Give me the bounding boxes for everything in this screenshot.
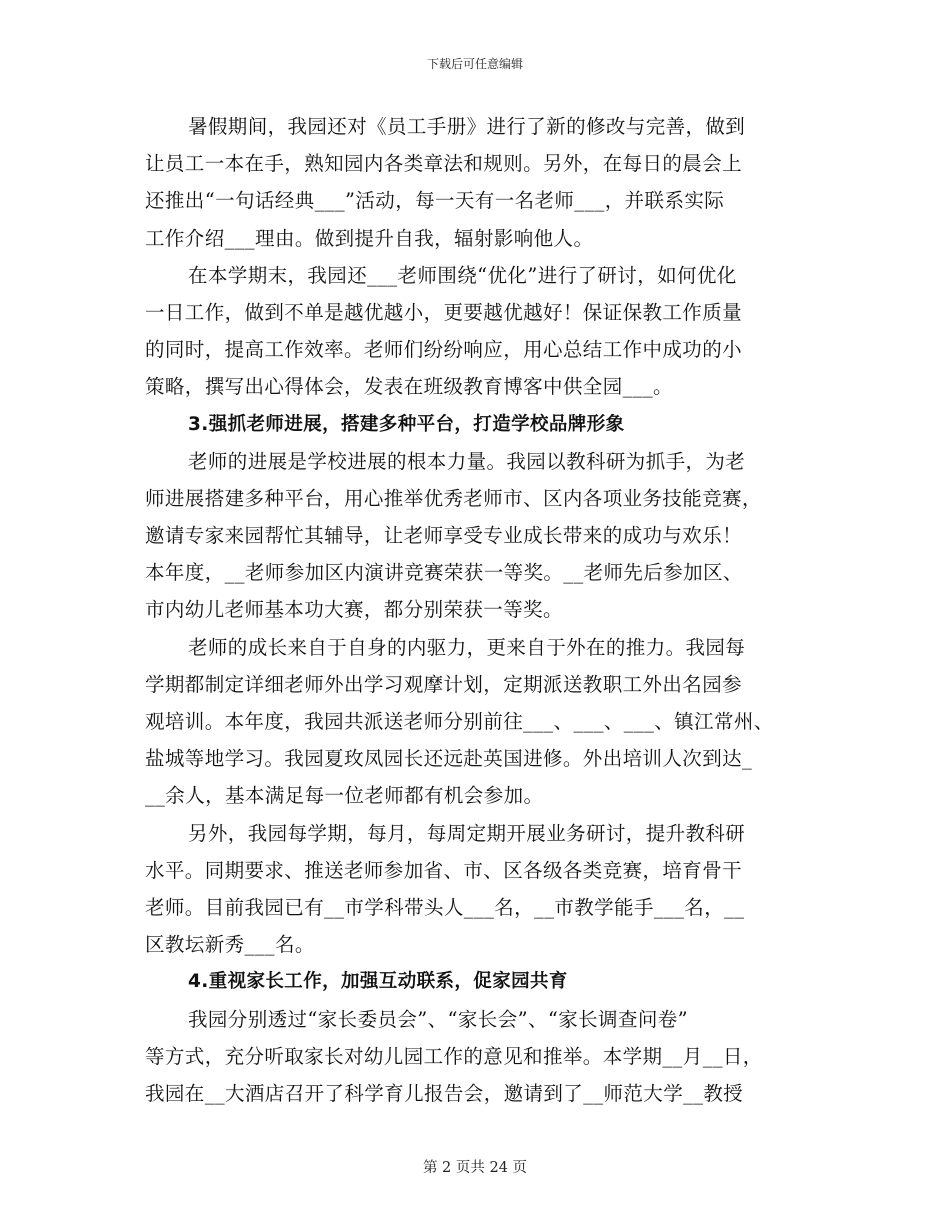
paragraph-line: 老师。目前我园已有__市学科带头人___名，__市教学能手___名，__ (145, 895, 745, 919)
paragraph-line: 水平。同期要求、推送老师参加省、市、区各级各类竞赛，培育骨干 (145, 858, 743, 882)
paragraph-line: 的同时，提高工作效率。老师们纷纷响应，用心总结工作中成功的小 (145, 338, 743, 362)
paragraph-line: 邀请专家来园帮忙其辅导，让老师享受专业成长带来的成功与欢乐！ (145, 524, 743, 548)
paragraph-line: 老师的成长来自于自身的内驱力，更来自于外在的推力。我园每 (188, 635, 746, 659)
paragraph-line: 盐城等地学习。我园夏玫凤园长还远赴英国进修。外出培训人次到达_ (145, 747, 753, 771)
paragraph-line: 还推出“一句话经典___”活动，每一天有一名老师___，并联系实际 (145, 189, 725, 213)
paragraph-line: 等方式，充分听取家长对幼儿园工作的意见和推举。本学期__月__日， (145, 1044, 763, 1068)
paragraph-line: 工作介绍___理由。做到提升自我，辐射影响他人。 (145, 226, 594, 250)
paragraph-line: 在本学期末，我园还___老师围绕“优化”进行了研讨，如何优化 (188, 263, 737, 287)
paragraph-line: 师进展搭建多种平台，用心推举优秀老师市、区内各项业务技能竞赛， (145, 486, 762, 510)
page-header: 下载后可任意编辑 (426, 57, 523, 71)
document-body (145, 108, 815, 1112)
paragraph-line: 本年度，__老师参加区内演讲竞赛荣获一等奖。__老师先后参加区、 (145, 561, 743, 585)
paragraph-line: 我园在__大酒店召开了科学育儿报告会，邀请到了__师范大学__教授 (145, 1081, 744, 1105)
paragraph-line: __余人，基本满足每一位老师都有机会参加。 (145, 784, 544, 808)
paragraph-line: 另外，我园每学期，每月，每周定期开展业务研讨，提升教科研 (188, 821, 746, 845)
paragraph-line: 我园分别透过“家长委员会”、“家长会”、“家长调查问卷” (188, 1007, 689, 1031)
paragraph-line: 区教坛新秀___名。 (145, 933, 315, 957)
paragraph-line: 一日工作，做到不单是越优越小，更要越优越好！保证保教工作质量 (145, 300, 743, 324)
paragraph-line: 市内幼儿老师基本功大赛，都分别荣获一等奖。 (145, 598, 563, 622)
paragraph-line: 学期都制定详细老师外出学习观摩计划，定期派送教职工外出名园参 (145, 672, 743, 696)
page-footer: 第 2 页共 24 页 (422, 1160, 528, 1176)
section-heading: 4.重视家长工作，加强互动联系，促家园共育 (188, 971, 568, 993)
paragraph-line: 策略，撰写出心得体会，发表在班级教育博客中供全园___。 (145, 375, 673, 399)
section-heading: 3.强抓老师进展，搭建多种平台，打造学校品牌形象 (188, 413, 625, 435)
paragraph-line: 老师的进展是学校进展的根本力量。我园以教科研为抓手，为老 (188, 449, 746, 473)
paragraph-line: 让员工一本在手，熟知园内各类章法和规则。另外，在每日的晨会上 (145, 152, 743, 176)
paragraph-line: 暑假期间，我园还对《员工手册》进行了新的修改与完善，做到 (188, 115, 746, 138)
paragraph-line: 观培训。本年度，我园共派送老师分别前往___、___、___、镇江常州、 (145, 710, 774, 733)
